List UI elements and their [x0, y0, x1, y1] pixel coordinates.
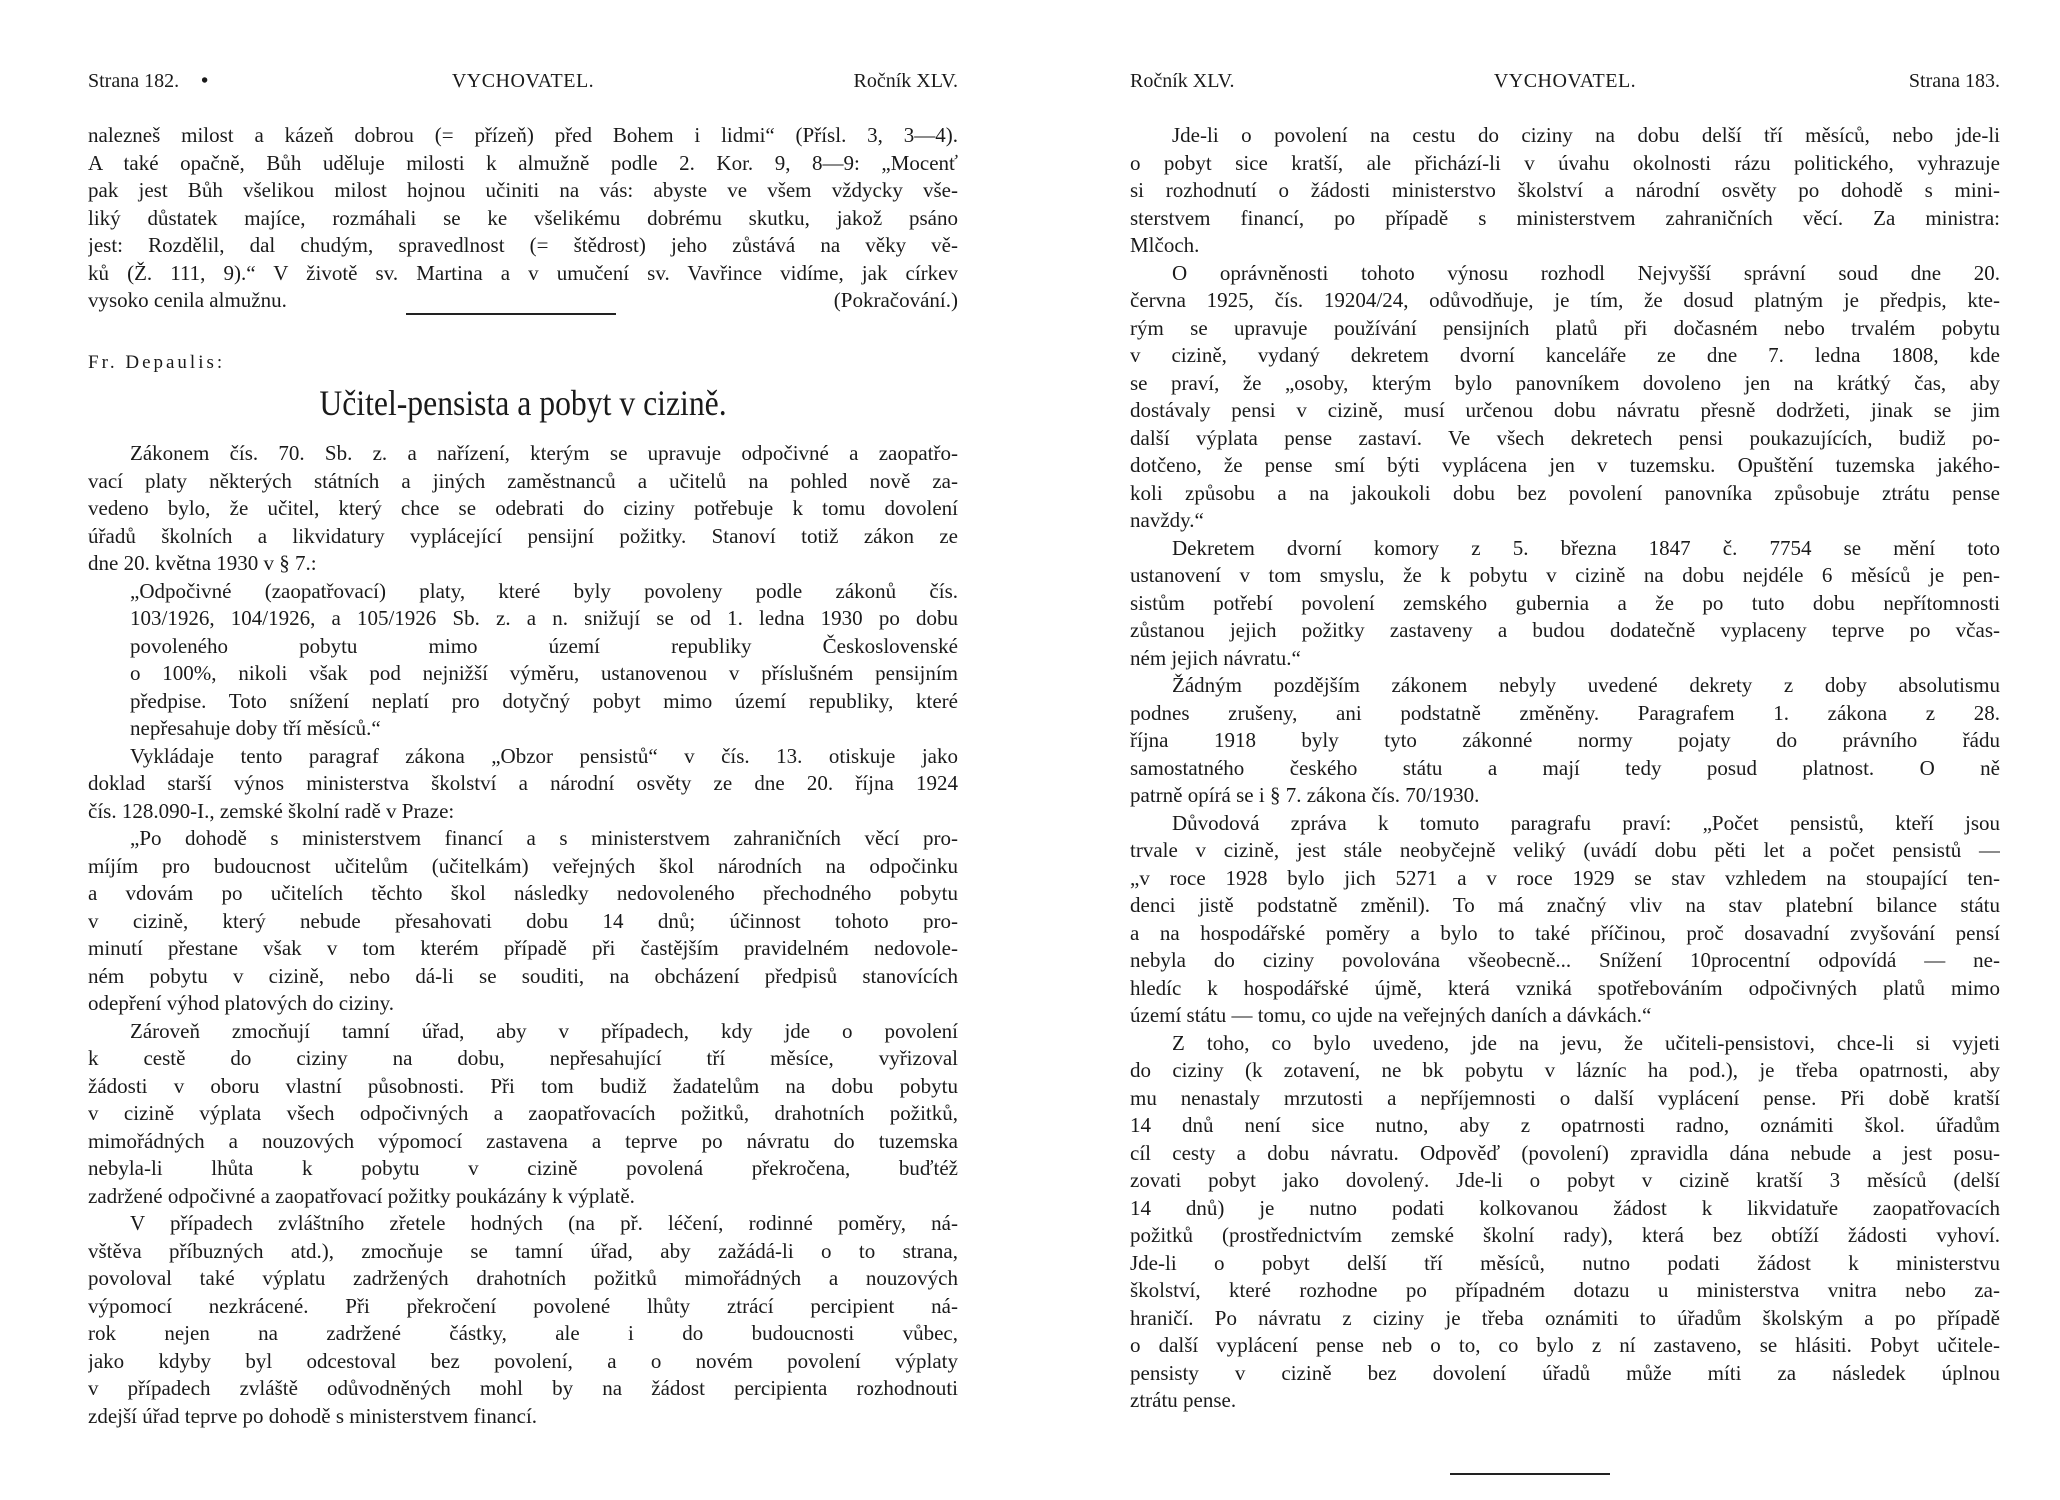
text-line: zadržené odpočivné a zaopatřovací požitky poukázány k výplatě.	[88, 1183, 635, 1208]
page-number-left: Strana 182. •	[88, 70, 209, 92]
continuation-text	[88, 122, 958, 315]
text-line: samostatného českého státu a mají tedy posud platnost. O ně	[1130, 755, 2000, 780]
text-line: navždy.“	[1130, 508, 1204, 532]
page-number-right: Strana 183.	[1908, 70, 2000, 92]
paragraph	[1130, 122, 2000, 260]
text-line: října 1918 byly tyto zákonné normy pojaty do právního řádu	[1130, 728, 2000, 752]
article-body-right	[1130, 122, 2000, 1415]
text-line: v cizině výplata všech odpočivných a zaopatřovacích požitků, drahotních požitků,	[88, 1101, 958, 1125]
text-line: území státu — tomu, co ujde na veřejných daních a dávkách.“	[1130, 1003, 1652, 1027]
text-line: žádosti v oboru vlastní působnosti. Při tom budiž žadatelům na dobu pobytu	[88, 1073, 958, 1098]
text-line: sterstvem financí, po případě s ministerstvem zahraničních věcí. Za ministra:	[1130, 205, 2000, 230]
quote-paragraph	[88, 578, 958, 743]
text-line: a na hospodářské poměry a bylo to také příčinou, proč dosavadní zvyšování pensí	[1130, 920, 2000, 945]
text-line: ků (Ž. 111, 9).“ V životě sv. Martina a v umučení sv. Vavřince vidíme, jak církev	[88, 260, 958, 285]
text-line: O oprávněnosti tohoto výnosu rozhodl Nejvyšší správní soud dne 20.	[1172, 260, 2000, 285]
text-line: v případech zvláště odůvodněných mohl by na žádost percipienta rozhodnouti	[88, 1376, 958, 1400]
text-line: mimořádných a nouzových výpomocí zastavena a teprve po návratu do tuzemska	[88, 1128, 958, 1153]
text-line: nebyla do ciziny povolována všeobecně... Snížení 10procentní odpovídá — ne-	[1130, 948, 2000, 972]
text-line: dne 20. května 1930 v § 7.:	[88, 551, 317, 575]
text-line: předpise. Toto snížení neplatí pro dotyčný pobyt mimo území republiky, které	[130, 688, 958, 713]
paragraph	[88, 825, 958, 1018]
text-line: vací platy některých státních a jiných zaměstnanců a učitelů na pohled nově za-	[88, 468, 958, 493]
text-line: povoloval také výplatu zadržených drahotních požitků mimořádných a nouzových	[88, 1266, 958, 1290]
text-line: Mlčoch.	[1130, 233, 1200, 257]
text-line: čís. 128.090-I., zemské školní radě v Praze:	[88, 798, 455, 823]
paragraph	[88, 1210, 958, 1430]
text-line	[88, 287, 958, 315]
text-line: nepřesahuje doby tří měsíců.“	[130, 716, 381, 740]
text-line: Jde-li o povolení na cestu do ciziny na dobu delší tří měsíců, nebo jde-li	[1172, 123, 2000, 147]
text-line: Žádným pozdějším zákonem nebyly uvedené dekrety z doby absolutismu	[1172, 673, 2000, 697]
text-line: doklad starší výnos ministerstva školství a národní osvěty ze dne 20. října 1924	[88, 771, 958, 795]
text-line: mu nenastaly mrzutosti a nepříjemnosti o další vyplácení pense. Při době kratší	[1130, 1085, 2000, 1110]
article-body-left	[88, 440, 958, 1430]
text-line: A také opačně, Bůh uděluje milosti k almužně podle 2. Kor. 9, 8—9: „Mocenť	[88, 150, 958, 175]
paragraph	[1130, 672, 2000, 810]
left-page-header	[88, 70, 958, 100]
text-line: 14 dnů) je nutno podati kolkovanou žádost k likvidatuře zaopatřovacích	[1130, 1195, 2000, 1220]
paragraph	[1130, 810, 2000, 1030]
article-author: Fr. Depaulis:	[88, 352, 226, 373]
text-line: ném pobytu v cizině, nebo dá-li se souditi, na obcházení předpisů stanovících	[88, 963, 958, 988]
text-line: zůstanou jejich požitky zastaveny a budou dodatečně vyplaceny teprve po včas-	[1130, 618, 2000, 642]
text-line: června 1925, čís. 19204/24, odůvodňuje, je tím, že dosud platným je předpis, kte-	[1130, 288, 2000, 312]
text-line: nalezneš milost a kázeň dobrou (= přízeň) před Bohem i lidmi“ (Přísl. 3, 3—4).	[88, 123, 958, 147]
text-line: patrně opírá se i § 7. zákona čís. 70/1930.	[1130, 783, 1480, 807]
text-line: Z toho, co bylo uvedeno, jde na jevu, že učiteli-pensistovi, chce-li si vyjeti	[1172, 1030, 2000, 1055]
right-page-header	[1130, 70, 2000, 100]
text-line: o pobyt sice kratší, ale přichází-li v úvahu okolnosti rázu politického, vyhrazuje	[1130, 150, 2000, 175]
paragraph	[88, 1018, 958, 1211]
text-line: 103/1926, 104/1926, a 105/1926 Sb. z. a n. snižují se od 1. ledna 1930 po dobu	[130, 606, 958, 630]
text-line: dotčeno, že pense smí býti vyplácena jen v tuzemsku. Opuštění tuzemska jakého-	[1130, 453, 2000, 477]
section-divider	[406, 313, 616, 315]
end-divider	[1450, 1473, 1610, 1475]
text-line: o další vyplácení pense neb o to, co bylo z ní zastaveno, se hlásiti. Pobyt učitele-	[1130, 1333, 2000, 1357]
text-line: vštěva příbuzných atd.), zmocňuje se tamní úřad, aby zažádá-li o to strana,	[88, 1238, 958, 1263]
text-line: Důvodová zpráva k tomuto paragrafu praví: „Počet pensistů, kteří jsou	[1172, 810, 2000, 835]
bullet-dot-icon: •	[201, 70, 209, 92]
text-line: pak jest Bůh všelikou milost hojnou učiniti na vás: abyste ve všem vždycky vše-	[88, 178, 958, 202]
text-line: rým se upravuje používání pensijních platů při dočasném nebo trvalém pobytu	[1130, 315, 2000, 340]
text-line: ztrátu pense.	[1130, 1388, 1237, 1412]
text-line: dostávaly pensi v cizině, musí určenou dobu návratu přesně dodržeti, jinak se jim	[1130, 398, 2000, 422]
text-line: cíl cesty a dobu návratu. Odpověď (povolení) zpravidla dána nebude a jest posu-	[1130, 1140, 2000, 1165]
text-line: Dekretem dvorní komory z 5. března 1847 č. 7754 se mění toto	[1172, 535, 2000, 560]
text-line: o 100%, nikoli však pod nejnižší výměru, ustanovenou v příslušném pensijním	[130, 661, 958, 685]
text-line: minutí přestane však v tom kterém případě při častějším pravidelném nedovole-	[88, 936, 958, 960]
text-line: hledíc k hospodářské újmě, která vzniká spotřebováním odpočivných platů mimo	[1130, 975, 2000, 1000]
text-line: podnes zrušeny, ani podstatně změněny. Paragrafem 1. zákona z 28.	[1130, 700, 2000, 725]
text-line: odepření výhod platových do ciziny.	[88, 991, 394, 1015]
text-line: zovati pobyt jako dovolený. Jde-li o pobyt v cizině kratší 3 měsíců (delší	[1130, 1168, 2000, 1192]
text-line: „Po dohodě s ministerstvem financí a s ministerstvem zahraničních věcí pro-	[130, 826, 958, 850]
text-line: v cizině, který nebude přesahovati dobu 14 dnů; účinnost tohoto pro-	[88, 908, 958, 933]
text-line: sistům potřebí povolení zemského gubernia a že po tuto dobu nepřítomnosti	[1130, 590, 2000, 615]
text-line: V případech zvláštního zřetele hodných (na př. léčení, rodinné poměry, ná-	[130, 1211, 958, 1235]
text-line: požitků (prostřednictvím zemské školní rady), která bez obtíží žádosti vyhoví.	[1130, 1223, 2000, 1247]
text-line: nebyla-li lhůta k pobytu v cizině povolená překročena, buďtéž	[88, 1156, 958, 1180]
text-line: v cizině, vydaný dekretem dvorní kanceláře ze dne 7. ledna 1808, kde	[1130, 343, 2000, 367]
text-line: rok nejen na zadržené částky, ale i do budoucnosti vůbec,	[88, 1321, 958, 1345]
text-line: se praví, že „osoby, kterým bylo panovníkem dovoleno jen na krátký čas, aby	[1130, 370, 2000, 395]
text-line: „v roce 1928 bylo jich 5271 a v roce 1929 se stav vzhledem na stoupající ten-	[1130, 865, 2000, 890]
left-page	[88, 0, 958, 1500]
journal-title-left: VYCHOVATEL.	[451, 70, 595, 92]
text-line: zdejší úřad teprve po dohodě s ministerstvem financí.	[88, 1403, 538, 1428]
text-line: další výplata pense zastaví. Ve všech dekretech pensi poukazujících, budiž po-	[1130, 425, 2000, 450]
text-line: trvale v cizině, jest stále neobyčejně veliký (uvádí dobu pěti let a počet pensistů —	[1130, 838, 2000, 862]
text-line: jest: Rozdělil, dal chudým, spravedlnost (= štědrost) jeho zůstává na věky vě-	[88, 233, 958, 257]
text-line: „Odpočivné (zaopatřovací) platy, které byly povoleny podle zákonů čís.	[130, 578, 958, 603]
text-line: si rozhodnutí o žádosti ministerstvo školství a národní osvěty po dohodě s mini-	[1130, 178, 2000, 202]
text-line: Jde-li o pobyt delší tří měsíců, nutno podati žádost k ministerstvu	[1130, 1250, 2000, 1275]
text-line: koli způsobu a na jakoukoli dobu bez povolení panovníka způsobuje ztrátu pense	[1130, 480, 2000, 505]
text-line: Zároveň zmocňují tamní úřad, aby v případech, kdy jde o povolení	[130, 1018, 958, 1043]
text-line: výpomocí nezkrácené. Při překročení povolené lhůty ztrácí percipient ná-	[88, 1293, 958, 1318]
text-line: povoleného pobytu mimo území republiky Československé	[130, 633, 958, 658]
volume-right: Ročník XLV.	[1130, 70, 1235, 92]
text-line: ném jejich návratu.“	[1130, 645, 1301, 670]
text-line: jako kdyby byl odcestoval bez povolení, a o novém povolení výplaty	[88, 1348, 958, 1373]
continuation-last-line: vysoko cenila almužnu.	[88, 288, 287, 312]
text-line: úřadů školních a likvidatury vyplácející pensijní požitky. Stanoví totiž zákon ze	[88, 523, 958, 548]
article-title: Učitel-pensista a pobyt v cizině.	[319, 383, 727, 423]
paragraph	[88, 743, 958, 826]
right-page	[1130, 0, 2000, 1500]
text-line: a vdovám po učitelích těchto škol následky nedovoleného přechodného pobytu	[88, 881, 958, 905]
paragraph	[1130, 260, 2000, 535]
text-line: míjím pro budoucnost učitelům (učitelkám) veřejných škol národních na odpočinku	[88, 853, 958, 878]
paragraph	[1130, 535, 2000, 673]
text-line: k cestě do ciziny na dobu, nepřesahující tří měsíce, vyřizoval	[88, 1046, 958, 1070]
text-line: 14 dnů není sice nutno, aby z opatrnosti radno, oznámiti škol. úřadům	[1130, 1113, 2000, 1137]
volume-left: Ročník XLV.	[853, 70, 958, 92]
text-line: pensisty v cizině bez dovolení úřadů může míti za následek úplnou	[1130, 1360, 2000, 1385]
text-line: vedeno bylo, že učitel, který chce se odebrati do ciziny potřebuje k tomu dovolení	[88, 496, 958, 520]
paragraph	[88, 440, 958, 578]
continued-note: (Pokračování.)	[833, 288, 958, 312]
paragraph	[1130, 1030, 2000, 1415]
text-line: do ciziny (k zotavení, ne bk pobytu v lázníc ha pod.), je třeba opatrnosti, aby	[1130, 1058, 2000, 1082]
text-line: denci jistě podstatně změnil). To má značný vliv na stav platební bilance státu	[1130, 893, 2000, 917]
journal-title-right: VYCHOVATEL.	[1493, 70, 1637, 92]
text-line: liký důstatek majíce, rozmáhali se ke všelikému dobrému skutku, jakož psáno	[88, 205, 958, 230]
text-line: hraničí. Po návratu z ciziny je třeba oznámiti to úřadům školským a po případě	[1130, 1305, 2000, 1330]
text-line: školství, které rozhodne po případném dotazu u ministerstva vnitra nebo za-	[1130, 1278, 2000, 1302]
text-line: Vykládaje tento paragraf zákona „Obzor pensistů“ v čís. 13. otiskuje jako	[130, 743, 958, 768]
text-line: Zákonem čís. 70. Sb. z. a nařízení, kterým se upravuje odpočivné a zaopatřo-	[130, 441, 958, 465]
text-line: ustanovení v tom smyslu, že k pobytu v cizině na dobu nejdéle 6 měsíců je pen-	[1130, 563, 2000, 587]
